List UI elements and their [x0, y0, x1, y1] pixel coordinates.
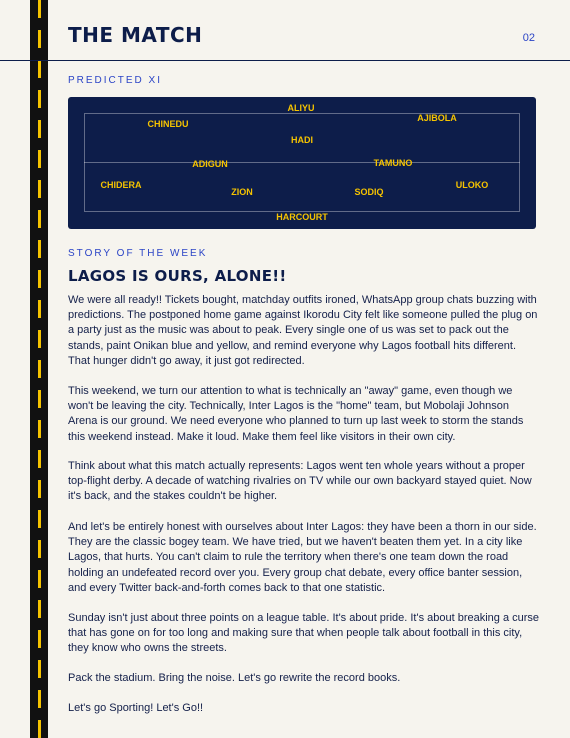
- player-harcourt: HARCOURT: [276, 212, 328, 222]
- player-hadi: HADI: [291, 135, 313, 145]
- road-dashes: [38, 0, 41, 738]
- story-paragraph-1: We were all ready!! Tickets bought, matchday outfits ironed, WhatsApp group chats buzzing with predictions. The postponed home game against Ikorodu City felt like someone pulled the plug on a party just as the music was about to peak. Every single one of us was set to pack out the stands, paint Onikan blue and yellow, and remind everyone why Lagos football hits different. That hunger didn't go away, it just got redirected.: [68, 294, 538, 367]
- story-paragraph-5: Sunday isn't just about three points on a league table. It's about pride. It's about breaking a curse that has gone on for too long and making sure that when people talk about football in this city, they know who owns the streets.: [68, 612, 540, 655]
- player-zion: ZION: [231, 187, 253, 197]
- player-adigun: ADIGUN: [192, 159, 228, 169]
- player-tamuno: TAMUNO: [373, 158, 413, 168]
- story-paragraph-3: Think about what this match actually represents: Lagos went ten whole years without a proper top-flight derby. A decade of watching rivalries on TV while our own backyard stayed quiet. Now it's back, and the stakes couldn't be higher.: [68, 460, 532, 503]
- player-chinedu: CHINEDU: [147, 119, 189, 129]
- page-title: THE MATCH: [68, 23, 203, 47]
- story-paragraph-7: Let's go Sporting! Let's Go!!: [68, 702, 204, 714]
- player-uloko: ULOKO: [455, 180, 489, 190]
- page-number: 02: [522, 32, 535, 44]
- pitch-halfway-line: [84, 162, 520, 163]
- player-ajibola: AJIBOLA: [417, 113, 457, 123]
- story-paragraph-2: This weekend, we turn our attention to what is technically an "away" game, even though we won't be leaving the city. Technically, Inter Lagos is the "home" team, but Mobolaji Johnson Arena is our ground. We need everyone who planned to turn up last week to storm the stands this weekend instead. Make it loud. Make them feel like visitors in their own city.: [68, 385, 524, 443]
- road-stripe: [30, 0, 48, 738]
- story-headline: LAGOS IS OURS, ALONE!!: [68, 267, 287, 285]
- header-divider: [0, 60, 570, 61]
- lineup-heading: PREDICTED XI: [68, 75, 163, 86]
- player-sodiq: SODIQ: [354, 187, 384, 197]
- story-paragraph-6: Pack the stadium. Bring the noise. Let's go rewrite the record books.: [68, 672, 401, 684]
- formation-pitch: [68, 97, 536, 229]
- player-aliyu: ALIYU: [287, 103, 315, 113]
- story-paragraph-4: And let's be entirely honest with ourselves about Inter Lagos: they have been a thorn in our side. They are the classic bogey team. We have tried, but we haven't beaten them yet. In a city like Lagos, that hurts. You can't claim to rule the territory when there's one team down the road holding an undefeated record over you. Every group chat debate, every office banter session, and every Twitter back-and-forth comes back to that one statistic.: [68, 521, 537, 594]
- story-heading: STORY OF THE WEEK: [68, 248, 208, 259]
- player-chidera: CHIDERA: [100, 180, 142, 190]
